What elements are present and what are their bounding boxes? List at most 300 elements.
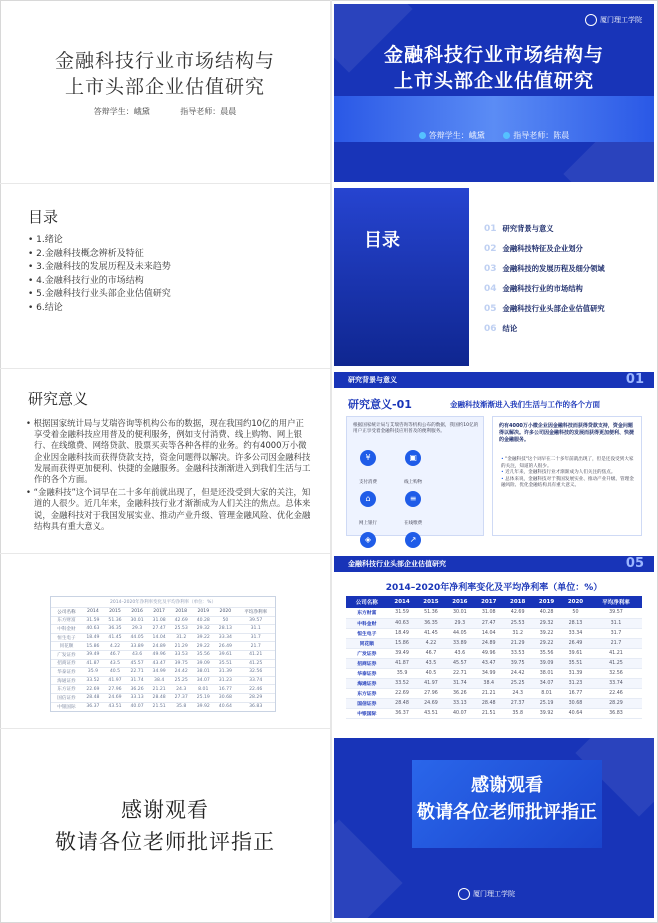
list-item: • 4.金融科技行业的市场结构 [28, 275, 171, 289]
table-cell: 28.29 [236, 693, 275, 702]
table-cell: 31.74 [126, 676, 148, 685]
table-cell: 华泰证券 [51, 668, 82, 677]
dot-icon [503, 132, 510, 139]
table-cell: 43.5 [416, 658, 445, 668]
column-divider [330, 0, 332, 923]
table-cell: 49.96 [474, 648, 503, 658]
valuation-slide-blue [334, 556, 654, 732]
table-cell: 39.75 [170, 659, 192, 668]
table-row [51, 650, 275, 659]
table-cell: 28.13 [561, 618, 590, 628]
table-cell: 34.07 [192, 676, 214, 685]
section-bar-title: 研究背景与意义 [348, 376, 397, 384]
seal-icon [458, 888, 470, 900]
table-cell: 39.09 [192, 659, 214, 668]
thanks-line2: 敬请各位老师批评指正 [55, 830, 275, 854]
table-row [346, 618, 642, 628]
table-cell: 40.28 [532, 608, 561, 618]
cover-meta-blue [334, 130, 654, 141]
table-row [51, 633, 275, 642]
table-cell: 43.51 [104, 702, 126, 711]
table-header: 公司名称 [346, 596, 388, 608]
table-cell: 海通证券 [346, 678, 388, 688]
table-cell: 24.89 [148, 642, 170, 651]
cart-icon: ▣ [405, 450, 421, 466]
cover-meta [4, 106, 326, 117]
table-cell: 22.46 [590, 688, 642, 698]
advisor-info: 指导老师：陈晨 [503, 131, 569, 140]
thanks-slide-plain [4, 734, 326, 916]
student-info: 答辩学生：峨黛 [419, 131, 485, 140]
dot-icon [419, 132, 426, 139]
table-row [346, 658, 642, 668]
table-cell: 39.57 [236, 616, 275, 625]
table-cell: 21.7 [236, 642, 275, 651]
table-cell: 21.51 [148, 702, 170, 711]
table-cell: 31.23 [561, 678, 590, 688]
table-cell: 40.07 [126, 702, 148, 711]
table-cell: 27.47 [474, 618, 503, 628]
table-cell: 29.32 [192, 625, 214, 634]
table-cell: 35.8 [170, 702, 192, 711]
table-cell: 21.51 [474, 708, 503, 718]
toc-right-panel [469, 188, 654, 366]
list-item: • 近几年来，金融科技行业才渐渐成为人们关注的焦点。 [501, 470, 637, 477]
table-cell: 33.53 [170, 650, 192, 659]
table-cell: 31.08 [148, 616, 170, 625]
table-cell: 8.01 [532, 688, 561, 698]
table-cell: 8.01 [192, 685, 214, 694]
table-cell: 招商证券 [346, 658, 388, 668]
table-cell: 30.68 [561, 698, 590, 708]
thanks-slide-blue [334, 738, 654, 918]
table-cell: 40.63 [82, 625, 104, 634]
table-cell: 22.71 [445, 668, 474, 678]
table-cell: 中科金财 [51, 625, 82, 634]
table-cell: 33.89 [126, 642, 148, 651]
list-item: • “金融科技”这个词早在二十多年前就出现了，但是还没受到大家的关注，知道的人很少。近几年来，金融科技行业才渐渐成为人们关注的焦点。总体来说，金融科技对于我国发展实业、推动产业升级、管理金融风险、优化金融结构具有重大意义。 [26, 487, 311, 532]
table-cell: 33.74 [236, 676, 275, 685]
table-cell: 18.49 [388, 628, 417, 638]
table-header: 2014 [388, 596, 417, 608]
row-divider [0, 728, 330, 729]
table-cell: 43.6 [126, 650, 148, 659]
table-cell: 31.1 [590, 618, 642, 628]
toc-slide-plain [4, 190, 326, 365]
thanks-text-blue: 感谢观看 敬请各位老师批评指正 [417, 775, 597, 823]
cover-slide-plain [4, 6, 326, 176]
table-row [51, 668, 275, 677]
table-cell: 30.01 [445, 608, 474, 618]
service-item: ▣ 线上购物 [393, 450, 433, 487]
table-cell: 31.2 [503, 628, 532, 638]
table-cell: 38.01 [192, 668, 214, 677]
table-cell: 36.26 [126, 685, 148, 694]
table-cell: 东方财富 [346, 608, 388, 618]
table-cell: 28.48 [474, 698, 503, 708]
table-row [346, 698, 642, 708]
table-cell: 39.92 [532, 708, 561, 718]
table-cell: 35.51 [561, 658, 590, 668]
card-text: 根据国家统计局与艾瑞咨询等机构公布的数据，我国约10亿的用户正享受着金融科技应用普及的便利服务。 [353, 423, 479, 435]
significance-slide-plain [4, 372, 326, 550]
table-cell: 35.56 [192, 650, 214, 659]
table-cell: 33.13 [445, 698, 474, 708]
table-cell: 4.22 [104, 642, 126, 651]
table-cell: 招商证券 [51, 659, 82, 668]
table-cell: 15.86 [388, 638, 417, 648]
advisor-info: 指导老师：晨晨 [180, 107, 237, 116]
table-row [51, 625, 275, 634]
table-cell: 28.48 [82, 693, 104, 702]
table-cell: 恒生电子 [51, 633, 82, 642]
table-cell: 33.13 [126, 693, 148, 702]
table-header-row [346, 596, 642, 608]
table-cell: 16.77 [214, 685, 236, 694]
significance-heading-blue: 研究意义-01 [348, 398, 412, 411]
table-cell: 36.35 [104, 625, 126, 634]
table-cell: 40.5 [104, 668, 126, 677]
table-cell: 40.5 [416, 668, 445, 678]
table-cell: 43.5 [104, 659, 126, 668]
table-cell: 31.39 [561, 668, 590, 678]
cover-title-line2: 上市头部企业估值研究 [64, 76, 265, 98]
table-cell: 34.99 [474, 668, 503, 678]
table-cell: 33.34 [561, 628, 590, 638]
table-cell: 39.92 [192, 702, 214, 711]
table-row [346, 678, 642, 688]
toc-slide-blue [334, 188, 654, 366]
table-header: 平均净利率 [590, 596, 642, 608]
table-cell: 21.21 [474, 688, 503, 698]
section-bar-number: 01 [625, 372, 644, 387]
table-cell: 21.21 [148, 685, 170, 694]
table-cell: 38.4 [148, 676, 170, 685]
table-cell: 39.22 [532, 628, 561, 638]
table-cell: 30.01 [126, 616, 148, 625]
table-cell: 29.32 [532, 618, 561, 628]
table-cell: 42.69 [170, 616, 192, 625]
table-cell: 24.69 [416, 698, 445, 708]
table-cell: 国信证券 [346, 698, 388, 708]
table-cell: 41.45 [416, 628, 445, 638]
list-item: • 根据国家统计局与艾瑞咨询等机构公布的数据，现在我国约10亿的用户正享受着金融科技应用普及的便利服务，例如支付消费、线上购物、网上银行、在线缴费、网络贷款、股票买卖等各种各样的业务。约有4000万小微企业因金融科技而获得贷款支持，资金问题得以解决。许多公司因金融科技发展而获得更加便利、快捷的金融服务。金融科技渐渐进入到我们生活与工作的各个方面。 [26, 418, 311, 485]
table-cell: 39.09 [532, 658, 561, 668]
table-row [346, 688, 642, 698]
list-item: • 1.绪论 [28, 234, 171, 248]
table-header: 平均净利率 [236, 608, 275, 617]
significance-slide-blue [334, 372, 654, 550]
list-item: • 3.金融科技的发展历程及未来趋势 [28, 261, 171, 275]
table-cell: 40.07 [445, 708, 474, 718]
table-cell: 40.64 [214, 702, 236, 711]
table-row [51, 702, 275, 711]
table-cell: 40.28 [192, 616, 214, 625]
section-bar-number: 05 [625, 556, 644, 571]
table-cell: 50 [214, 616, 236, 625]
table-cell: 31.1 [236, 625, 275, 634]
table-cell: 51.36 [416, 608, 445, 618]
table-cell: 中银国际 [346, 708, 388, 718]
table-cell: 29.22 [192, 642, 214, 651]
table-row [346, 708, 642, 718]
table-cell: 东方证券 [51, 685, 82, 694]
table-cell: 27.96 [416, 688, 445, 698]
table-header: 2019 [192, 608, 214, 617]
table-cell: 同花顺 [51, 642, 82, 651]
toc-list [28, 234, 171, 315]
table-header: 公司名称 [51, 608, 82, 617]
row-divider [0, 183, 330, 184]
table-cell: 49.96 [148, 650, 170, 659]
table-cell: 21.29 [503, 638, 532, 648]
table-cell: 海通证券 [51, 676, 82, 685]
table-cell: 45.57 [126, 659, 148, 668]
table-cell: 43.51 [416, 708, 445, 718]
list-item: • 2.金融科技概念辨析及特征 [28, 248, 171, 262]
table-cell: 45.57 [445, 658, 474, 668]
toc-item-6: 06 结论 [484, 324, 518, 334]
table-row [51, 693, 275, 702]
table-cell: 25.19 [192, 693, 214, 702]
bill-icon: ≡ [405, 491, 421, 507]
service-item [393, 532, 433, 550]
net-margin-table-body [346, 608, 642, 718]
table-cell: 32.56 [236, 668, 275, 677]
table-cell: 31.7 [236, 633, 275, 642]
table-cell: 33.52 [388, 678, 417, 688]
table-cell: 38.01 [532, 668, 561, 678]
significance-points [26, 418, 311, 534]
table-cell: 35.9 [388, 668, 417, 678]
table-row [51, 676, 275, 685]
highlight-text: 约有4000万小微企业因金融科技而获得贷款支持，资金问题得以解决。许多公司因金融科技的发展而获得更加便利、快捷的金融服务。 [499, 423, 635, 443]
loan-icon: ◈ [360, 532, 376, 548]
table-cell: 27.96 [104, 685, 126, 694]
table-cell: 42.69 [503, 608, 532, 618]
table-cell: 35.8 [503, 708, 532, 718]
cover-title-blue: 金融科技行业市场结构与 上市头部企业估值研究 [383, 44, 604, 92]
bank-icon: ⌂ [360, 491, 376, 507]
table-cell: 28.13 [214, 625, 236, 634]
table-cell: 27.37 [503, 698, 532, 708]
table-cell: 15.86 [82, 642, 104, 651]
table-cell: 43.6 [445, 648, 474, 658]
table-cell: 39.22 [192, 633, 214, 642]
table-cell: 36.37 [388, 708, 417, 718]
table-row [346, 638, 642, 648]
pay-icon: ¥ [360, 450, 376, 466]
table-cell: 31.7 [590, 628, 642, 638]
table-header: 2014 [82, 608, 104, 617]
table-cell: 24.89 [474, 638, 503, 648]
table-cell: 41.25 [236, 659, 275, 668]
table-cell: 41.87 [388, 658, 417, 668]
table-row [51, 659, 275, 668]
table-cell: 39.49 [388, 648, 417, 658]
table-cell: 31.23 [214, 676, 236, 685]
table-header: 2017 [148, 608, 170, 617]
table-cell: 26.49 [214, 642, 236, 651]
table-cell: 35.56 [532, 648, 561, 658]
table-cell: 39.49 [82, 650, 104, 659]
table-cell: 22.69 [82, 685, 104, 694]
table-cell: 22.46 [236, 685, 275, 694]
toc-item-1: 01 研究背景与意义 [484, 224, 554, 234]
table-cell: 40.63 [388, 618, 417, 628]
table-cell: 18.49 [82, 633, 104, 642]
table-row [346, 668, 642, 678]
table-header: 2016 [445, 596, 474, 608]
mini-data-table [51, 607, 275, 711]
table-cell: 36.35 [416, 618, 445, 628]
table-cell: 24.42 [170, 668, 192, 677]
table-cell: 22.69 [388, 688, 417, 698]
row-divider [0, 368, 330, 369]
row-divider [0, 553, 330, 554]
table-cell: 41.97 [104, 676, 126, 685]
table-cell: 41.45 [104, 633, 126, 642]
table-cell: 24.42 [503, 668, 532, 678]
table-row [346, 648, 642, 658]
table-cell: 28.48 [388, 698, 417, 708]
table-cell: 50 [561, 608, 590, 618]
table-cell: 广发证券 [51, 650, 82, 659]
table-cell: 29.3 [126, 625, 148, 634]
section-bar-title: 金融科技行业头部企业估值研究 [348, 560, 446, 568]
table-cell: 39.75 [503, 658, 532, 668]
table-cell: 26.49 [561, 638, 590, 648]
table-cell: 27.37 [170, 693, 192, 702]
table-cell: 32.56 [590, 668, 642, 678]
table-cell: 21.7 [590, 638, 642, 648]
table-cell: 华泰证券 [346, 668, 388, 678]
table-header-row [51, 608, 275, 617]
table-header: 2019 [532, 596, 561, 608]
table-header: 2020 [561, 596, 590, 608]
table-cell: 34.07 [532, 678, 561, 688]
decor-shape [334, 819, 403, 918]
table-cell: 东方财富 [51, 616, 82, 625]
list-item: • 6.结论 [28, 302, 171, 316]
table-cell: 41.21 [236, 650, 275, 659]
toc-item-4: 04 金融科技行业的市场结构 [484, 284, 583, 294]
table-header: 2017 [474, 596, 503, 608]
table-cell: 44.05 [445, 628, 474, 638]
table-cell: 25.25 [170, 676, 192, 685]
table-cell: 24.3 [170, 685, 192, 694]
table-header: 2016 [126, 608, 148, 617]
mini-table-body [51, 616, 275, 711]
table-cell: 东方证券 [346, 688, 388, 698]
table-cell: 36.83 [236, 702, 275, 711]
table-cell: 广发证券 [346, 648, 388, 658]
table-header: 2015 [416, 596, 445, 608]
table-cell: 43.47 [148, 659, 170, 668]
table-cell: 39.57 [590, 608, 642, 618]
toc-heading: 目录 [28, 208, 59, 226]
table-cell: 16.77 [561, 688, 590, 698]
table-cell: 22.71 [126, 668, 148, 677]
table-row [346, 608, 642, 618]
table-cell: 39.61 [214, 650, 236, 659]
significance-subheading: 金融科技渐渐进入我们生活与工作的各个方面 [450, 400, 600, 409]
list-item: • "金融科技"这个词早在二十多年前就出现了，但是还没受到大家的关注，知道的人很少。 [501, 457, 637, 470]
table-row [51, 616, 275, 625]
student-info: 答辩学生：峨黛 [93, 107, 150, 116]
service-item: ¥ 支付消费 [348, 450, 388, 487]
table-cell: 中银国际 [51, 702, 82, 711]
table-cell: 27.47 [148, 625, 170, 634]
table-cell: 36.26 [445, 688, 474, 698]
table-header: 2018 [170, 608, 192, 617]
table-cell: 25.53 [503, 618, 532, 628]
table-cell: 36.37 [82, 702, 104, 711]
seal-icon [585, 14, 597, 26]
table-cell: 34.99 [148, 668, 170, 677]
net-margin-table [346, 596, 642, 719]
table-cell: 46.7 [416, 648, 445, 658]
table-cell: 33.53 [503, 648, 532, 658]
mini-table-caption: 2014–2020年净利率变化及平均净利率（单位：%） [110, 600, 216, 605]
table-cell: 28.48 [148, 693, 170, 702]
table-title: 2014–2020年净利率变化及平均净利率（单位：%） [385, 583, 603, 593]
table-cell: 31.08 [474, 608, 503, 618]
toc-heading-blue: 目录 [364, 230, 400, 251]
school-logo: 厦门理工学院 [585, 14, 642, 26]
table-cell: 31.59 [388, 608, 417, 618]
table-cell: 25.19 [532, 698, 561, 708]
mini-table [50, 596, 276, 712]
table-row [51, 685, 275, 694]
table-cell: 国信证券 [51, 693, 82, 702]
toc-left-panel [334, 188, 469, 366]
table-cell: 51.36 [104, 616, 126, 625]
table-cell: 46.7 [104, 650, 126, 659]
table-row [346, 628, 642, 638]
table-cell: 31.39 [214, 668, 236, 677]
table-cell: 14.04 [474, 628, 503, 638]
table-cell: 35.9 [82, 668, 104, 677]
table-cell: 25.53 [170, 625, 192, 634]
table-cell: 41.87 [82, 659, 104, 668]
table-cell: 40.64 [561, 708, 590, 718]
table-cell: 33.52 [82, 676, 104, 685]
thanks-line1: 感谢观看 [121, 798, 209, 822]
table-cell: 41.25 [590, 658, 642, 668]
table-cell: 35.51 [214, 659, 236, 668]
table-cell: 28.29 [590, 698, 642, 708]
toc-item-5: 05 金融科技行业头部企业估值研究 [484, 304, 605, 314]
service-item [348, 532, 388, 550]
info-card-right [492, 416, 642, 536]
table-cell: 30.68 [214, 693, 236, 702]
table-cell: 41.21 [590, 648, 642, 658]
table-header: 2020 [214, 608, 236, 617]
table-cell: 41.97 [416, 678, 445, 688]
table-row [51, 642, 275, 651]
table-cell: 25.25 [503, 678, 532, 688]
table-header: 2018 [503, 596, 532, 608]
toc-item-3: 03 金融科技的发展历程及细分领域 [484, 264, 605, 274]
cover-title-line1: 金融科技行业市场结构与 [54, 50, 275, 72]
table-cell: 中科金财 [346, 618, 388, 628]
right-points [501, 457, 637, 490]
table-cell: 24.69 [104, 693, 126, 702]
table-cell: 29.3 [445, 618, 474, 628]
table-cell: 31.2 [170, 633, 192, 642]
table-cell: 31.74 [445, 678, 474, 688]
